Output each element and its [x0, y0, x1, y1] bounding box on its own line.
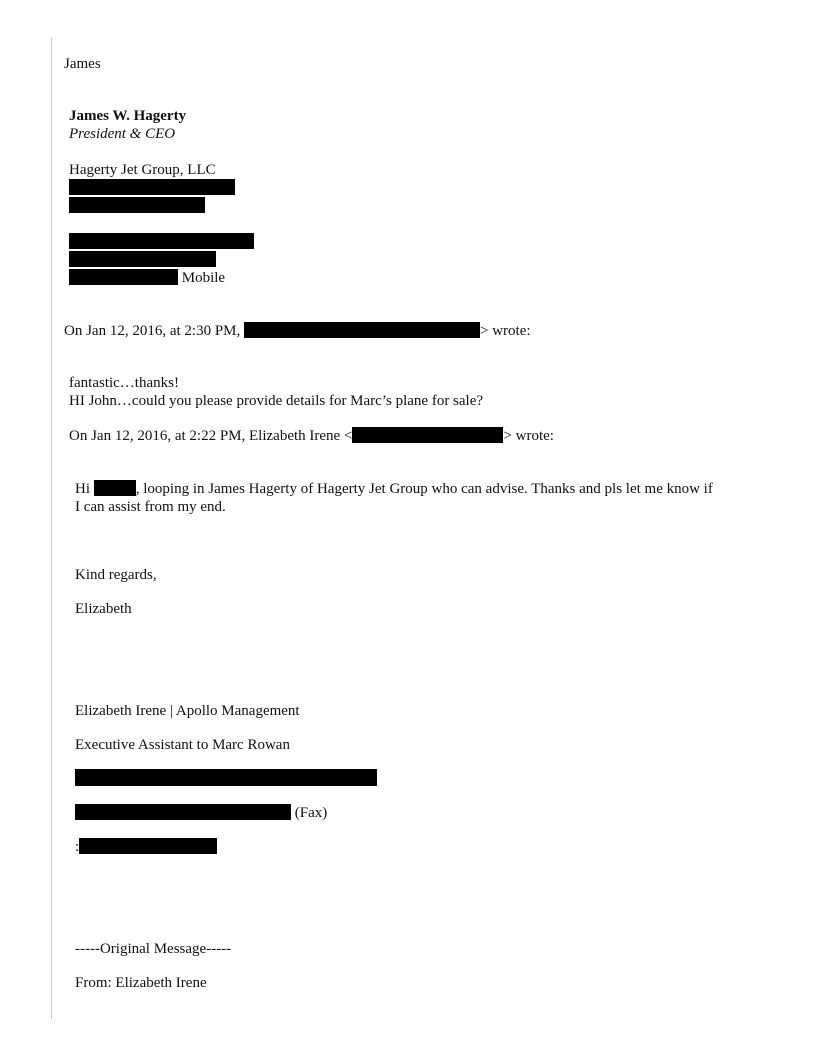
signature-name: James W. Hagerty — [69, 108, 187, 124]
signature-company: Hagerty Jet Group, LLC — [69, 162, 216, 178]
reply1-header-suffix: > wrote: — [480, 323, 531, 339]
sender-first-name: Elizabeth — [75, 601, 132, 617]
signoff-text: James — [64, 56, 101, 72]
reply2-header-prefix: On Jan 12, 2016, at 2:22 PM, Elizabeth Irene < — [69, 428, 353, 444]
original-message-separator: -----Original Message----- — [75, 941, 232, 957]
reply2-header-suffix: > wrote: — [503, 428, 554, 444]
redaction-block — [75, 804, 291, 820]
original-from-line: From: Elizabeth Irene — [75, 975, 207, 991]
quote-border-line — [51, 38, 52, 1019]
sender-signature-line1: Elizabeth Irene | Apollo Management — [75, 703, 300, 719]
redaction-block — [244, 322, 480, 338]
redaction-block — [75, 769, 377, 786]
reply2-body-rest: , looping in James Hagerty of Hagerty Jet Group who can advise. Thanks and pls let me know if — [135, 481, 713, 497]
reply2-body-hi: Hi — [75, 481, 90, 497]
sender-signature-line2: Executive Assistant to Marc Rowan — [75, 737, 290, 753]
colon-prefix: : — [75, 839, 80, 855]
reply2-body-line2: I can assist from my end. — [75, 499, 226, 515]
mobile-label: Mobile — [181, 270, 226, 286]
signature-title: President & CEO — [69, 126, 176, 142]
redaction-block — [352, 427, 503, 443]
fax-label: (Fax) — [294, 805, 328, 821]
redaction-block — [69, 251, 216, 267]
reply2-header — [69, 427, 554, 445]
colon-line — [75, 838, 217, 856]
reply1-header — [64, 322, 531, 340]
redaction-block — [69, 269, 178, 285]
redaction-block — [79, 838, 217, 854]
reply2-body-line1 — [75, 480, 713, 498]
redaction-block — [69, 197, 205, 213]
reply1-header-prefix: On Jan 12, 2016, at 2:30 PM, — [64, 323, 241, 339]
redaction-block — [69, 233, 254, 249]
redaction-block — [69, 179, 235, 195]
signature-mobile-line — [69, 269, 225, 287]
kind-regards: Kind regards, — [75, 567, 157, 583]
redaction-block — [94, 480, 136, 496]
reply1-line1: fantastic…thanks! — [69, 375, 179, 391]
reply1-line2: HI John…could you please provide details for Marc’s plane for sale? — [69, 393, 484, 409]
fax-line — [75, 804, 327, 822]
